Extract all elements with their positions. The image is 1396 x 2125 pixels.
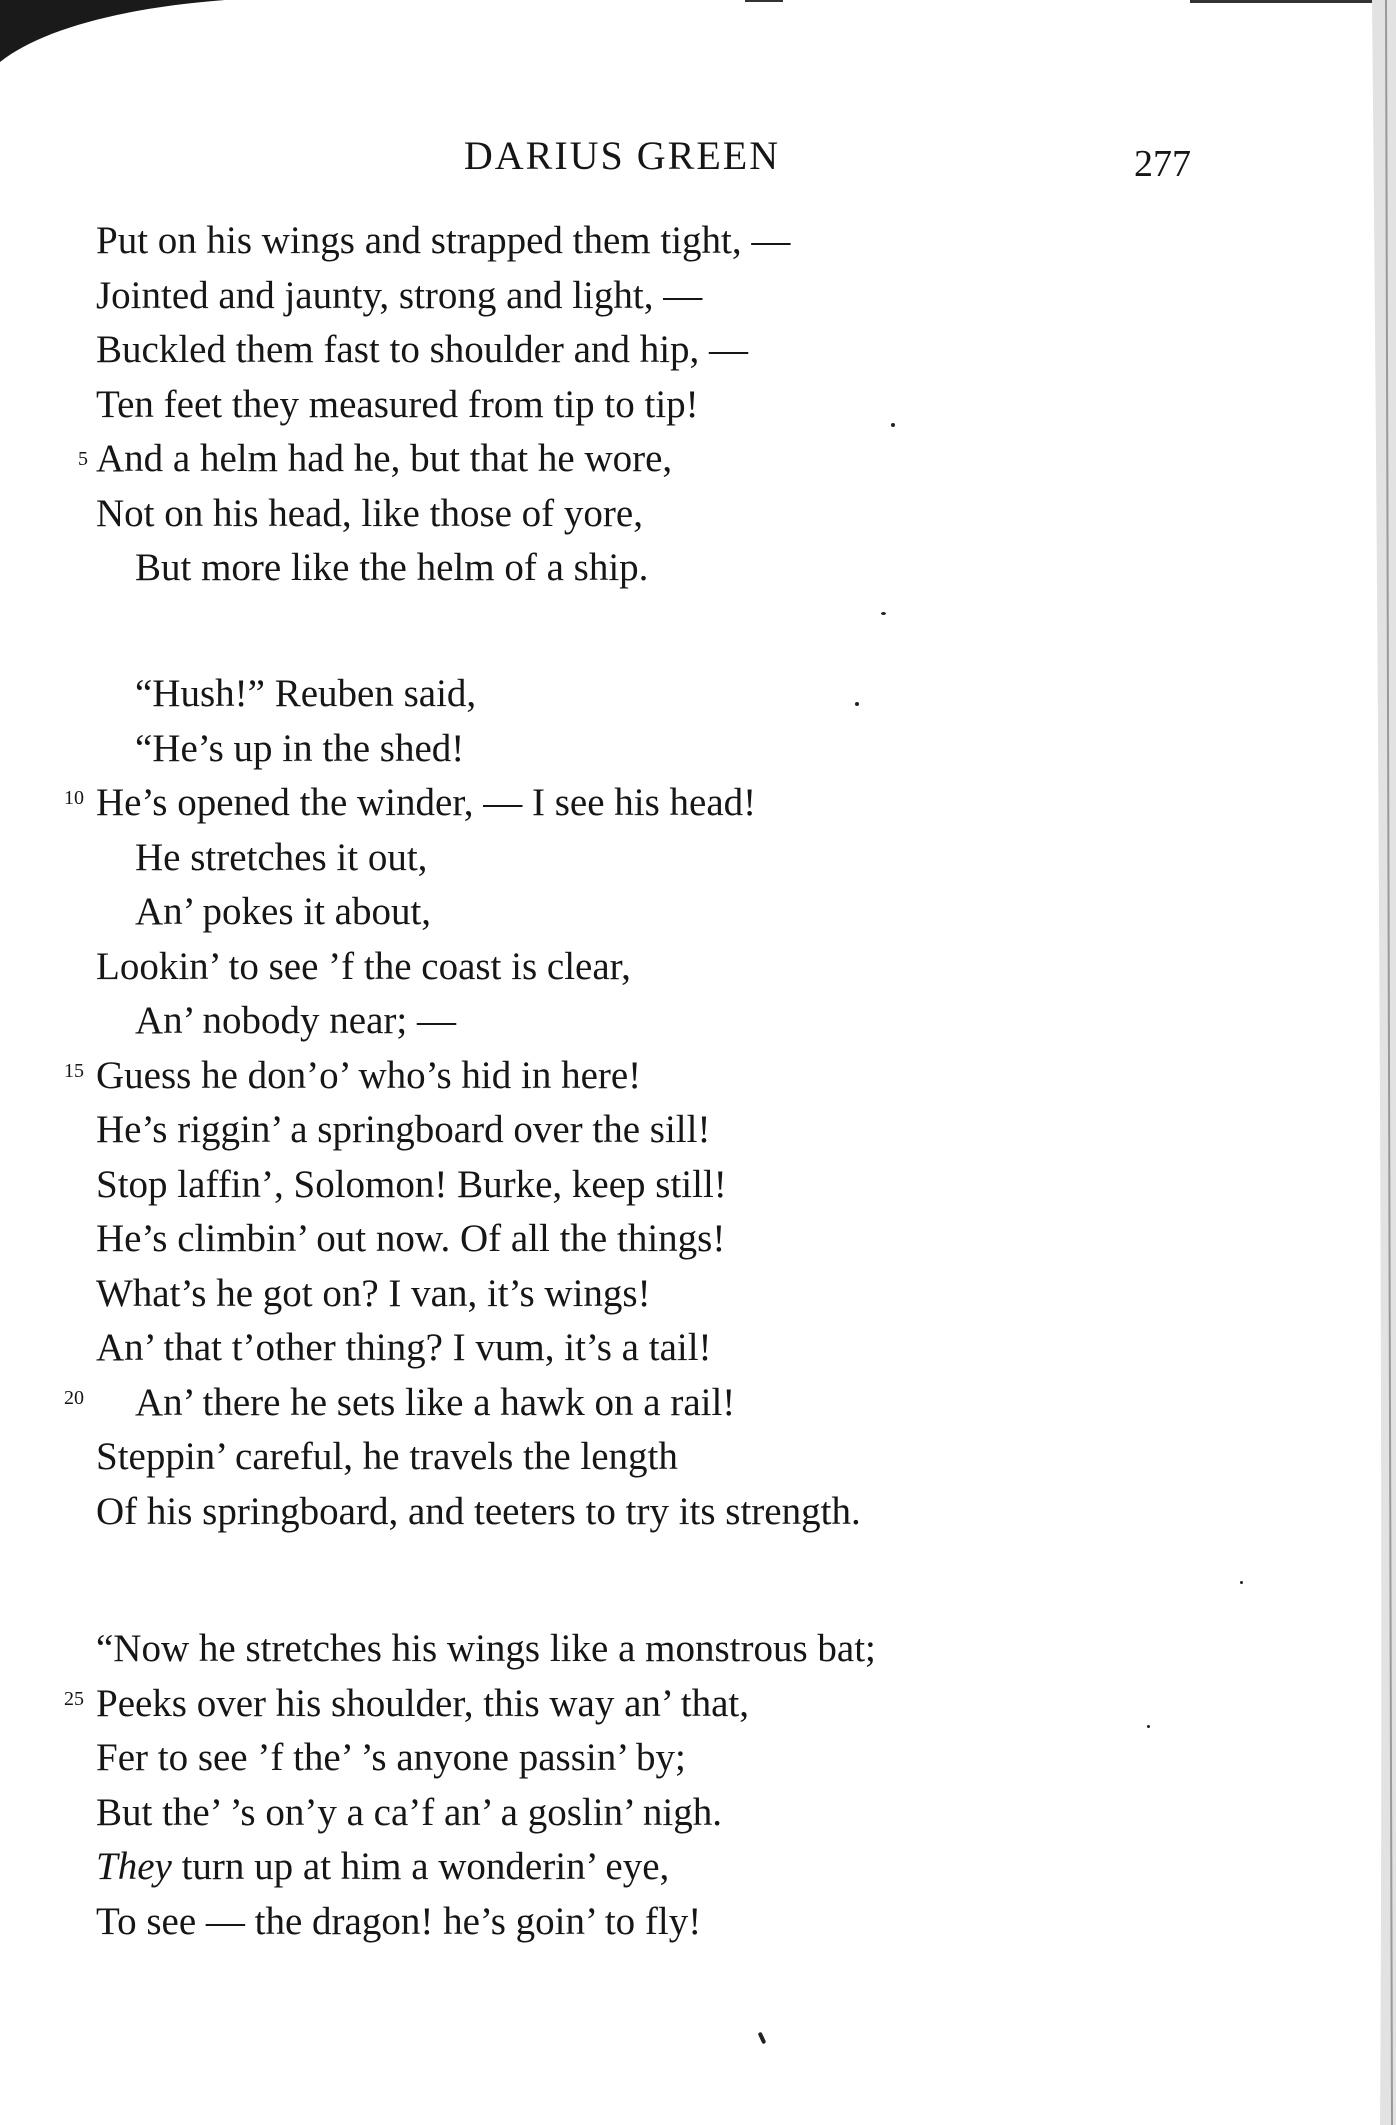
poem-line: Of his springboard, and teeters to try its strength. — [96, 1489, 861, 1533]
poem-line: Steppin’ careful, he travels the length — [96, 1435, 678, 1478]
poem-line: “He’s up in the shed! — [135, 726, 465, 770]
scan-speck — [881, 612, 886, 615]
poem-line: Lookin’ to see ’f the coast is clear, — [96, 944, 631, 988]
poem-line: He’s climbin’ out now. Of all the things! — [96, 1217, 726, 1260]
scan-speck — [1240, 1581, 1243, 1584]
stanza-2 — [0, 667, 1396, 1539]
poem-line: He stretches it out, — [135, 835, 428, 879]
line-number: 5 — [78, 448, 88, 470]
poem-line: Buckled them fast to shoulder and hip, — — [96, 328, 749, 371]
scan-speck — [891, 423, 895, 427]
poem-line: Stop laffin’, Solomon! Burke, keep still! — [96, 1162, 727, 1206]
line-number: 15 — [64, 1059, 84, 1082]
poem-line: Put on his wings and strapped them tight, — — [96, 219, 791, 262]
poem-line: An’ that t’other thing? I vum, it’s a tail! — [96, 1326, 712, 1369]
poem-line: Fer to see ’f the’ ’s anyone passin’ by; — [96, 1736, 686, 1779]
poem-line: He’s riggin’ a springboard over the sill! — [96, 1108, 711, 1151]
poem-line: They turn up at him a wonderin’ eye, — [96, 1845, 670, 1888]
poem-line: But the’ ’s on’y a ca’f an’ a goslin’ nigh. — [96, 1790, 722, 1834]
poem-line: But more like the helm of a ship. — [135, 546, 649, 589]
italic-word: They — [96, 1845, 172, 1888]
book-title: DARIUS GREEN — [463, 133, 781, 178]
poem-line: Jointed and jaunty, strong and light, — — [96, 273, 703, 317]
poem-line: What’s he got on? I van, it’s wings! — [96, 1271, 651, 1315]
line-number: 20 — [64, 1386, 84, 1409]
line-number: 10 — [64, 787, 84, 809]
poem-line: Ten feet they measured from tip to tip! — [96, 382, 699, 426]
scan-speck — [1147, 1725, 1150, 1728]
poem-line: 10 He’s opened the winder, — I see his head! — [64, 781, 757, 824]
poem-line: 25 Peeks over his shoulder, this way an’ that, — [64, 1681, 750, 1725]
poem-line: Not on his head, like those of yore, — [96, 491, 643, 535]
page-number: 277 — [1134, 143, 1191, 185]
line-number: 25 — [64, 1687, 84, 1710]
poem-line: 20 An’ there he sets like a hawk on a rail! — [64, 1380, 736, 1424]
poem-line: To see — the dragon! he’s goin’ to fly! — [96, 1899, 702, 1943]
poem-line: “Hush!” Reuben said, — [135, 672, 477, 715]
poem-line: 5 And a helm had he, but that he wore, — [78, 437, 673, 480]
poem-line: “Now he stretches his wings like a monstrous bat; — [96, 1627, 876, 1670]
poem-line: 15 Guess he don’o’ who’s hid in here! — [64, 1053, 642, 1097]
scan-speck — [855, 702, 859, 706]
stanza-1 — [0, 214, 1396, 596]
stanza-3 — [0, 1622, 1396, 1949]
poem-line: An’ pokes it about, — [135, 890, 432, 933]
poem-line: An’ nobody near; — — [135, 999, 456, 1042]
